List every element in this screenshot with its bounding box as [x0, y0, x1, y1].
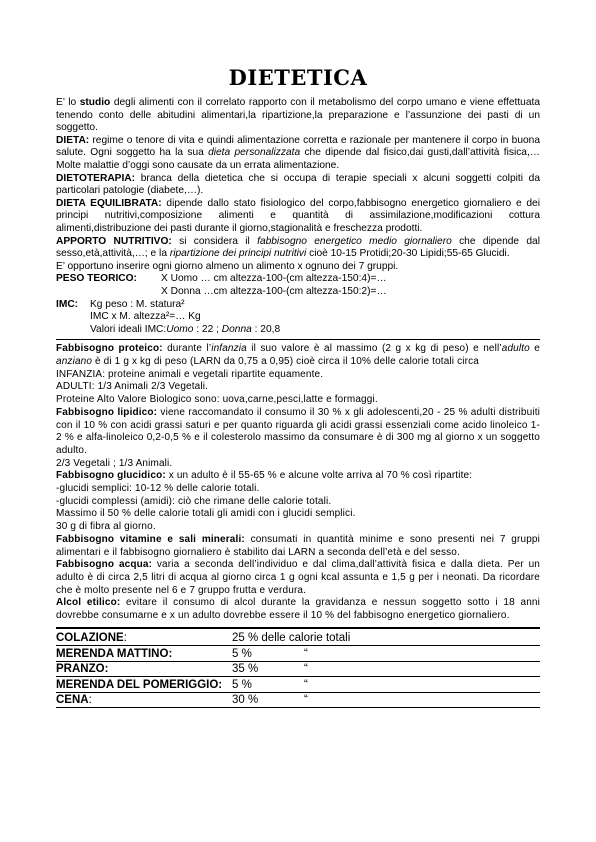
fabbisogno-lipidico: Fabbisogno lipidico: viene raccomandato il consumo il 30 % x gli adolescenti,20 - 25 % adulti distribuiti con il 10 % con acidi grassi saturi e per quanto riguarda gli acidi grassi essenziali come acido linoleico 1-2 % e alfa-linoleico 0,2-0,5 % e il colesterolo massimo da consumare è di 300 mg al giorno x un soggetto adulto. — [56, 406, 540, 456]
ditto-mark: “ — [304, 661, 540, 677]
dieta-equilibrata-paragraph: DIETA EQUILIBRATA: dipende dallo stato fisiologico del corpo,fabbisogno energetico giornaliero e dei principi nutritivi,composizione alimenti e quantità di assimilazione,modificazioni cottura alimenti,distribuzione dei pasti durante il giorno,stagionalità e freschezza prodotti. — [56, 197, 540, 234]
imc-valori-ideali: Valori ideali IMC:Uomo : 22 ; Donna : 20,8 — [90, 323, 281, 335]
table-top-divider — [56, 627, 540, 629]
table-row — [56, 692, 540, 708]
meal-name: PRANZO: — [56, 661, 232, 677]
alcol-etilico: Alcol etilico: evitare il consumo di alcol durante la gravidanza e nessun soggetto sotto i 18 anni dovrebbe consumarne e x un adulto dovrebbe essere il 10 % del fabbisogno energetico giornaliero. — [56, 597, 540, 622]
table-row — [56, 677, 540, 693]
imc-altezza-formula: IMC x M. altezza²=… Kg — [90, 311, 201, 323]
meal-percentage: 5 % — [232, 677, 304, 693]
imc-formula: Kg peso : M. statura² — [90, 298, 185, 310]
ditto-mark: “ — [304, 646, 540, 662]
meals-table — [56, 631, 540, 709]
peso-uomo-formula: X Uomo … cm altezza-100-(cm altezza-150:4)=… — [161, 273, 387, 285]
imc-block — [56, 299, 540, 312]
lipidi-ripartizione: 2/3 Vegetali ; 1/3 Animali. — [56, 457, 173, 469]
dietoterapia-paragraph: DIETOTERAPIA: branca della dietetica che si occupa di terapie speciali x alcuni soggetti colpiti da particolari patologie (diabete,…). — [56, 172, 540, 197]
fibra-note: 30 g di fibra al giorno. — [56, 521, 156, 533]
ditto-mark: “ — [304, 692, 540, 708]
fabbisogni-section — [56, 343, 540, 622]
fabbisogno-acqua: Fabbisogno acqua: varia a seconda dell’individuo e dal clima,dall’attività fisica e dalla dieta. Per un adulto è di circa 2,5 litri di acqua al giorno circa 1 g ogni kcal assunta e 1,5 g per i neonati. Da ricordare che è molto presente nel 6 e 7 gruppo frutta e verdura. — [56, 559, 540, 596]
proteine-alto-valore: Proteine Alto Valore Biologico sono: uova,carne,pesci,latte e formaggi. — [56, 394, 378, 406]
table-row — [56, 646, 540, 662]
glucidi-semplici: -glucidi semplici: 10-12 % delle calorie totali. — [56, 483, 260, 495]
imc-label: IMC: — [56, 298, 79, 310]
glucidi-massimo: Massimo il 50 % delle calorie totali gli amidi con i glucidi semplici. — [56, 508, 356, 520]
peso-teorico — [56, 273, 540, 298]
ditto-mark: “ — [304, 677, 540, 693]
glucidi-complessi: -glucidi complessi (amidi): ciò che rimane delle calorie totali. — [56, 495, 332, 507]
section-divider — [56, 339, 540, 340]
gruppi-note: E’ opportuno inserire ogni giorno almeno un alimento x ognuno dei 7 gruppi. — [56, 260, 399, 272]
table-row — [56, 661, 540, 677]
fabbisogno-proteico: Fabbisogno proteico: durante l’infanzia il suo valore è al massimo (2 g x kg di peso) e nell’adulto e anziano è di 1 g x kg di peso (LARN da 0,75 a 0,95) cioè circa il 10% delle calorie totali circa — [56, 343, 541, 367]
proteine-infanzia: INFANZIA: proteine animali e vegetali ripartite equamente. — [56, 368, 324, 380]
apporto-nutritivo-paragraph: APPORTO NUTRITIVO: si considera il fabbisogno energetico medio giornaliero che dipende dal sesso,età,attività,…; e la ripartizione dei principi nutritivi cioè 10-15 Protidi;20-30 Lipidi;55-65 Glucidi. — [56, 235, 540, 260]
peso-donna-formula: X Donna …cm altezza-100-(cm altezza-150:2)=… — [161, 285, 387, 297]
meal-name: MERENDA DEL POMERIGGIO: — [56, 677, 232, 693]
meal-percentage: 5 % — [232, 646, 304, 662]
meal-name: COLAZIONE: — [56, 631, 232, 646]
dieta-paragraph: DIETA: regime o tenore di vita e quindi alimentazione corretta e razionale per mantenere il corpo in buona salute. Ogni soggetto ha la sua dieta personalizzata che dipende dal fisico,dai gusti,dall’attività fisica,…Molte malattie d’oggi sono causate da un errata alimentazione. — [56, 134, 540, 171]
meal-name: CENA: — [56, 692, 232, 708]
intro-section — [56, 97, 540, 336]
document-page — [56, 66, 540, 708]
meal-name: MERENDA MATTINO: — [56, 646, 232, 662]
fabbisogno-vitamine: Fabbisogno vitamine e sali minerali: consumati in quantità minime e sono presenti nei 7 gruppi alimentari e il fabbisogno giornaliero è stabilito dai LARN a seconda dell’età e del sesso. — [56, 533, 540, 558]
peso-teorico-formulas — [161, 273, 387, 298]
meal-percentage: 25 % delle calorie totali — [232, 631, 540, 646]
page-title: DIETETICA — [228, 65, 368, 90]
meal-percentage: 30 % — [232, 692, 304, 708]
intro-paragraph: E’ lo studio degli alimenti con il correlato rapporto con il metabolismo del corpo umano e viene effettuata tenendo conto delle abitudini alimentari,la ripartizione,la preparazione e l’assunzione dei pasti di un soggetto. — [56, 97, 540, 134]
fabbisogno-glucidico: Fabbisogno glucidico: x un adulto è il 55-65 % e alcune volte arriva al 70 % così ripartite: — [56, 470, 473, 482]
proteine-adulti: ADULTI: 1/3 Animali 2/3 Vegetali. — [56, 381, 209, 393]
meal-percentage: 35 % — [232, 661, 304, 677]
table-row — [56, 631, 540, 646]
peso-teorico-label: PESO TEORICO: — [56, 273, 137, 285]
